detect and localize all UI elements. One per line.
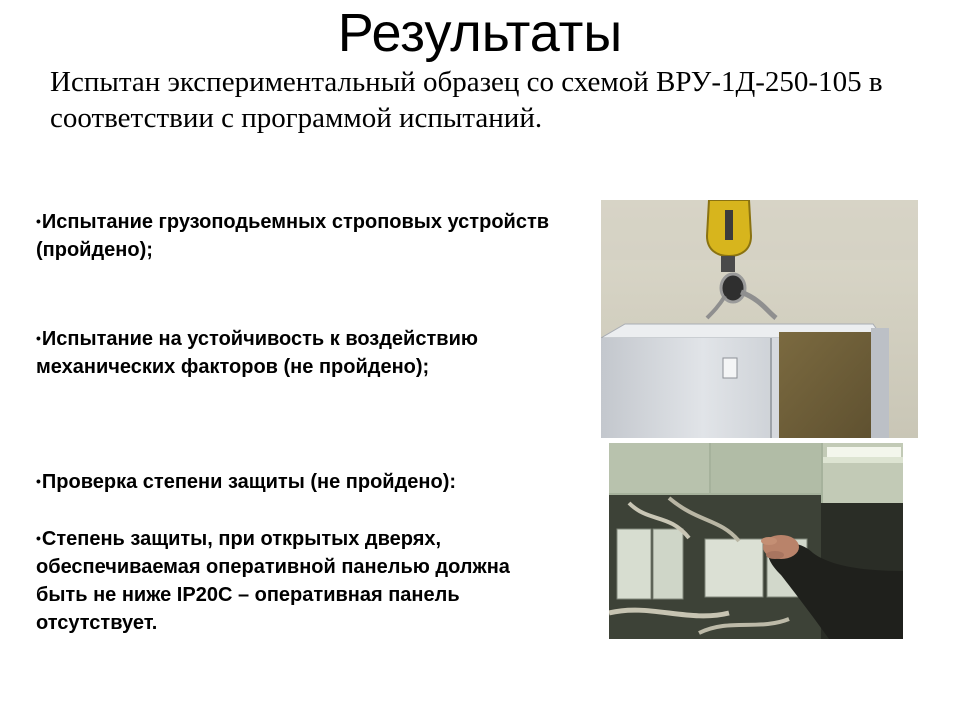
- bullet-marker: •: [36, 213, 41, 229]
- crane-lift-illustration: [601, 200, 918, 438]
- slide-title: Результаты: [337, 3, 623, 63]
- open-cabinet-photo: [609, 443, 903, 639]
- bullet-marker: •: [36, 330, 41, 346]
- bullet-marker: •: [36, 530, 41, 546]
- bullet-marker: •: [36, 473, 41, 489]
- open-cabinet-illustration: [609, 443, 903, 639]
- slide-subtitle: Испытан экспериментальный образец со схемой ВРУ-1Д-250-105 в соответствии с программой испытаний.: [50, 66, 883, 134]
- bullet-mechanical-test: [36, 324, 556, 381]
- crane-lift-photo: [601, 200, 918, 438]
- bullet-protection-test: [36, 467, 556, 496]
- bullet-text: Испытание на устойчивость к воздействию механических факторов (не пройдено);: [36, 328, 478, 378]
- bullet-text: Испытание грузоподьемных строповых устройств (пройдено);: [36, 211, 550, 261]
- bullet-text: Проверка степени защиты (не пройдено):: [41, 471, 457, 493]
- bullet-protection-degree: [36, 524, 556, 637]
- bullet-text: Степень защиты, при открытых дверях, обеспечиваемая оперативной панелью должна быть не ниже IP20C – оперативная панель отсутствует.: [36, 528, 510, 634]
- bullet-lifting-test: [36, 207, 556, 264]
